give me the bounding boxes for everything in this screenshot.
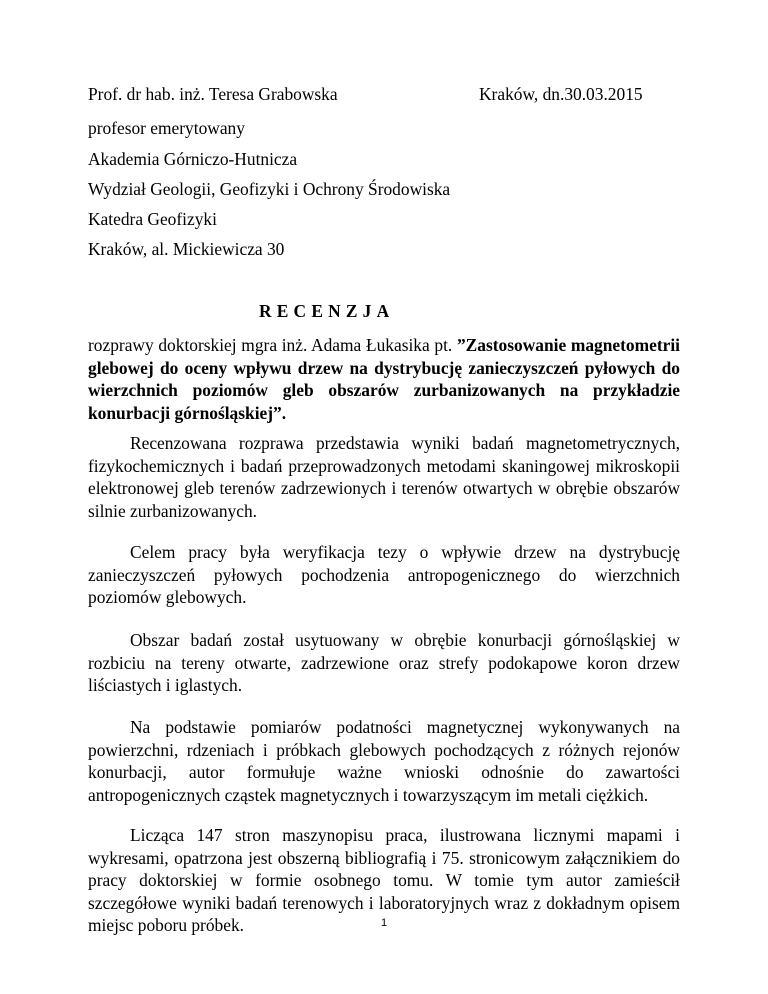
reviewer-university: Akademia Górniczo-Hutnicza	[88, 149, 298, 169]
reviewer-faculty: Wydział Geologii, Geofizyki i Ochrony Środowiska	[88, 179, 451, 199]
paragraph-3: Obszar badań został usytuowany w obrębie konurbacji górnośląskiej w rozbiciu na tereny otwarte, zadrzewione oraz strefy podokapowe koron drzew liściastych i iglastych.	[88, 630, 680, 696]
paragraph-1: Recenzowana rozprawa przedstawia wyniki badań magnetometrycznych, fizykochemicznych i badań przeprowadzonych metodami skaningowej mikroskopii elektronowej gleb terenów zadrzewionych i terenów otwartych w obrębie obszarów silnie zurbanizowanych.	[88, 433, 680, 521]
paragraph-2: Celem pracy była weryfikacja tezy o wpływie drzew na dystrybucję zanieczyszczeń pyłowych pochodzenia antropogenicznego do wierzchnich poziomów glebowych.	[88, 542, 680, 608]
page-number: 1	[380, 917, 388, 929]
reviewer-position: profesor emerytowany	[88, 118, 245, 138]
reviewer-address: Kraków, al. Mickiewicza 30	[88, 239, 285, 259]
thesis-title: ”Zastosowanie magnetometrii glebowej do oceny wpływu drzew na dystrybucję zanieczyszczeń pyłowych do wierzchnich poziomów gleb obszarów zurbanizowanych na przykładzie konurbacji górnośląskiej”.	[88, 335, 680, 423]
review-subject	[88, 334, 680, 424]
reviewer-department: Katedra Geofizyki	[88, 209, 217, 229]
document-title: RECENZJA	[259, 301, 395, 321]
reviewer-name: Prof. dr hab. inż. Teresa Grabowska	[88, 84, 338, 104]
paragraph-5: Licząca 147 stron maszynopisu praca, ilustrowana licznymi mapami i wykresami, opatrzona jest obszerną bibliografią i 75. stronicowym załącznikiem do pracy doktorskiej w formie osobnego tomu. W tomie tym autor zamieścił szczegółowe wyniki badań terenowych i laboratoryjnych wraz z dokładnym opisem miejsc poboru próbek.	[88, 825, 680, 936]
review-subject-intro: rozprawy doktorskiej mgra inż. Adama Łukasika pt.	[88, 335, 457, 355]
paragraph-4: Na podstawie pomiarów podatności magnetycznej wykonywanych na powierzchni, rdzeniach i próbkach glebowych pochodzących z różnych rejonów konurbacji, autor formułuje ważne wnioski odnośnie do zawartości antropogenicznych cząstek magnetycznych i towarzyszącym im metali ciężkich.	[88, 717, 680, 805]
date-place: Kraków, dn.30.03.2015	[479, 84, 643, 104]
